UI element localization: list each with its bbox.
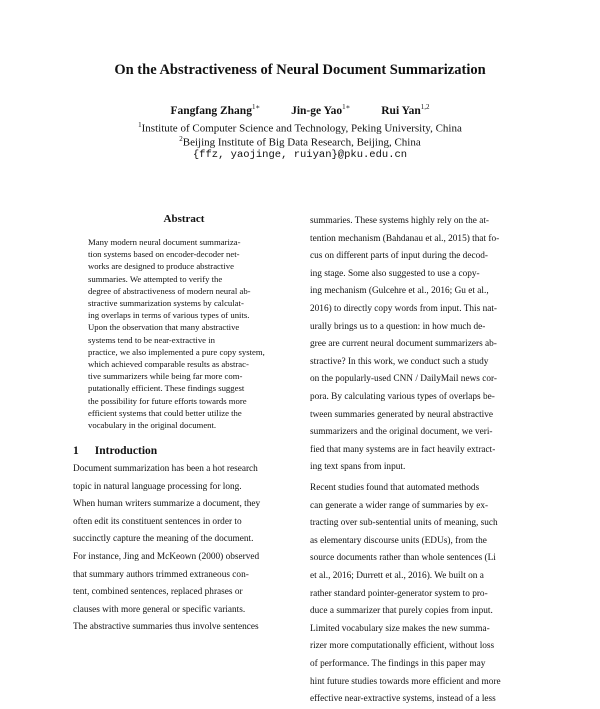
section-heading xyxy=(73,445,173,457)
right-body-lines-line: gree are current neural document summarizers ab- xyxy=(310,339,497,350)
left-body-lines-line: succinctly capture the meaning of the document. xyxy=(73,534,254,545)
abstract-lines-line: works are designed to produce abstractive xyxy=(88,261,234,272)
abstract-lines-line: putationally efficient. These findings suggest xyxy=(88,383,245,394)
abstract-lines-line: Upon the observation that many abstractive xyxy=(88,322,240,333)
abstract-lines-line: degree of abstractiveness of modern neural ab- xyxy=(88,285,251,296)
author-2-sup: 1∗ xyxy=(342,103,351,111)
section-title: Introduction xyxy=(94,445,158,457)
left-body-lines-line: The abstractive summaries thus involve sentences xyxy=(73,622,259,633)
left-body-lines-line: that summary authors trimmed extraneous con- xyxy=(73,569,249,580)
right-body-lines-line: urally brings us to a question: in how much de- xyxy=(310,321,486,332)
right-body-lines-line: tracting over sub-sentential units of meaning, such xyxy=(310,518,498,529)
left-body-lines-line: tent, combined sentences, replaced phrases or xyxy=(73,587,243,598)
left-body-lines-line: For instance, Jing and McKeown (2000) observed xyxy=(73,552,260,562)
abstract-lines-line: efficient systems that could better utilize the xyxy=(88,407,242,418)
abstract-lines-line: vocabulary in the original document. xyxy=(88,420,217,430)
abstract-lines-line: ing overlaps in terms of various types of units. xyxy=(88,310,250,321)
abstract-lines-line: the possibility for future efforts towards more xyxy=(88,395,247,406)
affiliation-1 xyxy=(0,121,600,135)
paper-title: On the Abstractiveness of Neural Document Summarization xyxy=(114,62,486,78)
right-body-lines-line: rather standard pointer-generator system to pro- xyxy=(310,588,488,599)
abstract-lines-line: systems tend to be near-extractive in xyxy=(88,334,215,345)
author-emails: {ffz, yaojinge, ruiyan}@pku.edu.cn xyxy=(192,149,408,161)
affiliation-2-text: Beijing Institute of Big Data Research, Beijing, China xyxy=(182,136,421,149)
right-body-lines-line: stractive? In this work, we conduct such a study xyxy=(310,356,489,367)
author-3-sup: 1,2 xyxy=(420,103,430,111)
right-body-lines-line: pora. By calculating various types of overlaps be- xyxy=(310,392,495,402)
affiliation-2-sup: 2 xyxy=(179,135,183,143)
right-body-lines-line: summaries. These systems highly rely on the at- xyxy=(310,216,490,226)
right-body-lines-line: 2016) to directly copy words from input. This nat- xyxy=(310,304,498,314)
left-body-lines-line: often edit its constituent sentences in order to xyxy=(73,516,242,527)
left-body-lines-line: When human writers summarize a document, they xyxy=(73,499,261,510)
right-body-lines-line: Recent studies found that automated methods xyxy=(310,483,480,493)
abstract-lines-line: Many modern neural document summariza- xyxy=(88,237,241,247)
right-body-lines-line: summarizers and the original document, we veri- xyxy=(310,427,493,438)
left-body-lines-line: Document summarization has been a hot research xyxy=(73,464,258,474)
right-body-lines-line: ing text spans from input. xyxy=(310,462,406,473)
author-2-name: Jin-ge Yao xyxy=(291,104,343,117)
right-body-lines-line: on the popularly-used CNN / DailyMail news cor- xyxy=(310,374,498,385)
author-2 xyxy=(291,105,350,117)
abstract-lines-line: tive summarizers while being far more com- xyxy=(88,371,243,382)
abstract-lines-line: which achieved comparable results as abstrac- xyxy=(88,359,249,369)
author-1 xyxy=(170,105,260,117)
author-3-name: Rui Yan xyxy=(381,104,421,117)
affiliation-1-sup: 1 xyxy=(138,121,142,129)
right-body-lines-line: Limited vocabulary size makes the new summa- xyxy=(310,623,490,634)
abstract-lines-line: stractive summarization systems by calculat- xyxy=(88,298,244,308)
left-body-lines-line: topic in natural language processing for long. xyxy=(73,481,242,492)
left-body-lines-line: clauses with more general or specific variants. xyxy=(73,604,246,615)
right-body-lines-line: et al., 2016; Durrett et al., 2016). We built on a xyxy=(310,571,484,581)
right-body-lines-line: rizer more computationally efficient, without loss xyxy=(310,641,495,652)
right-body-lines-line: effective near-extractive systems, instead of a less xyxy=(310,694,496,705)
right-body-lines-line: tention mechanism (Bahdanau et al., 2015) that fo- xyxy=(310,233,500,244)
abstract-lines-line: summaries. We attempted to verify the xyxy=(88,273,223,284)
right-body-lines-line: duce a summarizer that purely copies from input. xyxy=(310,606,493,617)
section-number: 1 xyxy=(73,445,79,457)
abstract-lines-line: tion systems based on encoder-decoder net- xyxy=(88,249,240,260)
affiliation-1-text: Institute of Computer Science and Technology, Peking University, China xyxy=(141,122,462,135)
right-body-lines-line: fied that many systems are in fact heavily extract- xyxy=(310,444,496,455)
right-body-lines-line: ing mechanism (Gulcehre et al., 2016; Gu et al., xyxy=(310,286,489,297)
right-body-lines-line: hint future studies towards more efficient and more xyxy=(310,676,501,687)
right-body-lines-line: of performance. The findings in this paper may xyxy=(310,659,486,669)
author-list xyxy=(0,103,600,117)
abstract-lines-line: practice, we also implemented a pure copy system, xyxy=(88,346,265,357)
abstract-heading: Abstract xyxy=(163,213,205,225)
affiliation-2 xyxy=(0,135,600,149)
author-1-name: Fangfang Zhang xyxy=(170,104,252,117)
right-body-lines-line: tween summaries generated by neural abstractive xyxy=(310,409,494,420)
right-body-lines-line: as elementary discourse units (EDUs), from the xyxy=(310,535,487,546)
right-body-lines-line: ing stage. Some also suggested to use a copy- xyxy=(310,268,480,279)
right-body-lines-line: source documents rather than whole sentences (Li xyxy=(310,553,496,564)
right-body-lines-line: can generate a wider range of summaries by ex- xyxy=(310,500,489,511)
right-body-lines-line: cus on different parts of input during the decod- xyxy=(310,251,488,262)
author-3 xyxy=(381,105,429,117)
author-1-sup: 1∗ xyxy=(251,103,261,111)
